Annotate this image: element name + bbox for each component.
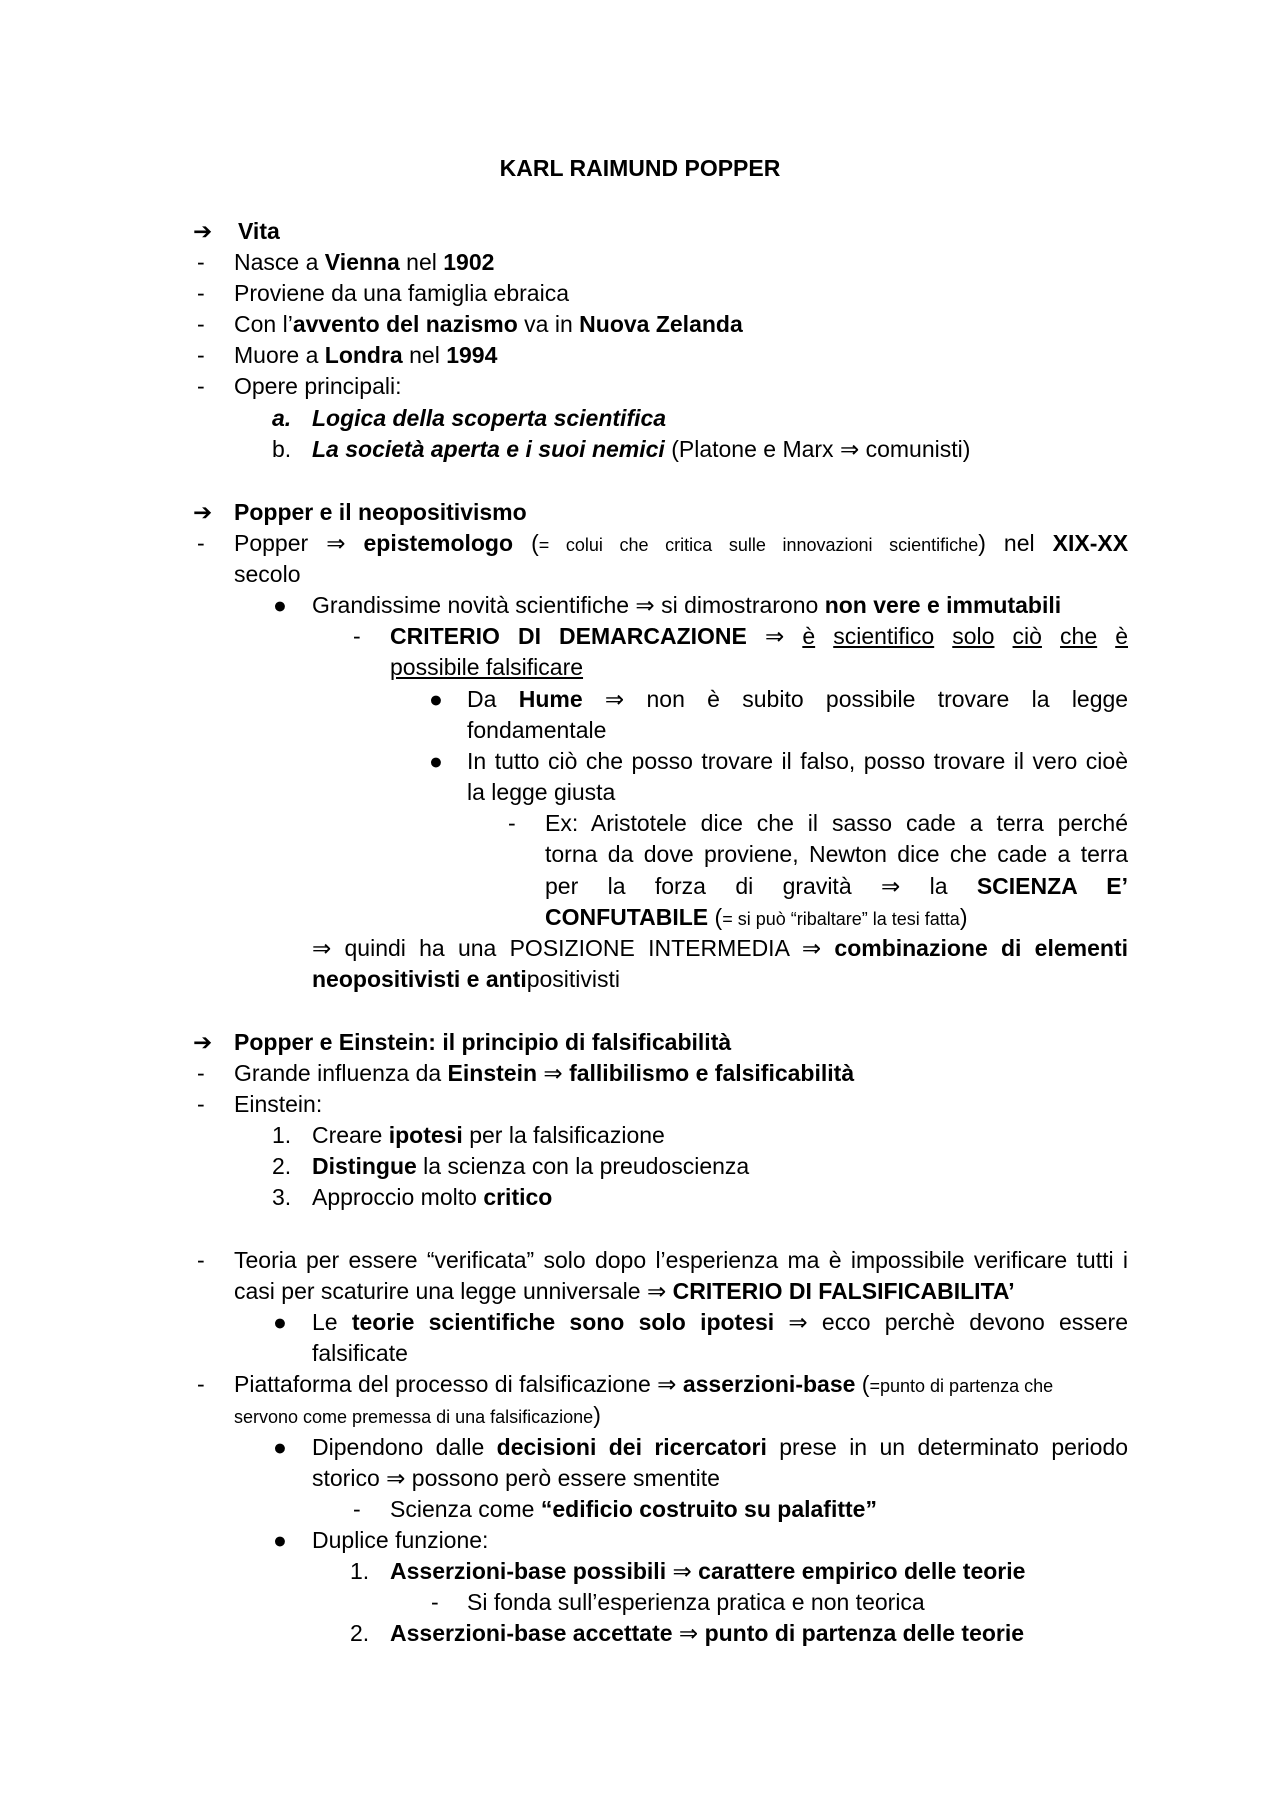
arrow-icon: ➔ <box>193 218 213 244</box>
bullet-icon: ● <box>429 686 443 712</box>
heading-text: Popper e Einstein: il principio di falsificabilità <box>234 1029 732 1055</box>
bullet-icon: ● <box>429 748 443 774</box>
heading-text: Popper e il neopositivismo <box>234 499 527 525</box>
arrow-icon: ➔ <box>193 1029 213 1055</box>
work-title: Logica della scoperta scientifica <box>312 405 667 431</box>
bullet-icon: ● <box>273 1434 287 1460</box>
page-title: KARL RAIMUND POPPER <box>499 155 781 181</box>
bullet-icon: ● <box>273 1527 287 1553</box>
bullet-icon: ● <box>273 1309 287 1335</box>
arrow-icon: ➔ <box>193 499 213 525</box>
work-title: La società aperta e i suoi nemici <box>312 436 665 462</box>
heading-text: Vita <box>238 218 280 244</box>
bullet-icon: ● <box>273 592 287 618</box>
document-page: KARL RAIMUND POPPER ➔ Vita - Nasce a Vienna nel 1902 - Proviene da una famiglia ebraica - Con l’avvento del nazismo va in Nuova Zelanda - Muore a Londra nel 1994 - Opere principali: a. Logica della scoperta scientifica b. La società aperta e i suoi nemici (Platone e Marx ⇒ comunisti) ➔ Popper e il neopositivismo - Popper ⇒ epistemologo (= colui che critica sulle innovazioni scientifiche) nel XIX-XX secolo ● Grandissime novità scientifiche ⇒ si dimostrarono non vere e immutabili - CRITERIO DI DEMARCAZIONE ⇒ è scientifico solo ciò che è possibile falsificare ● Da Hume ⇒ non è subito possibile trovare la legge fondamentale ● In tutto ciò che posso trovare il falso, posso trovare il vero cioè la legge giusta - Ex: Aristotele dice che il sasso cade a terra perché torna da dove proviene, Newton dice che cade a terra per la forza di gravità ⇒ la SCIENZA E’ CONFUTABILE (= si può “ribaltare” la tesi fatta) ⇒ quindi ha una POSIZIONE INTERMEDIA ⇒ combinazione di elementi neopositivisti e antipositivisti ➔ Popper e Einstein: il principio di falsificabilità - Grande influenza da Einstein ⇒ fallibilismo e falsificabilità - Einstein: 1. Creare ipotesi per la falsificazione 2. Distingue la scienza con la preudoscienza 3. Approccio molto critico - Teoria per essere “verificata” solo dopo l’esperienza ma è impossibile verificare tutti i casi per scaturire una legge unniversale ⇒ CRITERIO DI FALSIFICABILITA’ ● Le teorie scientifiche sono solo ipotesi ⇒ ecco perchè devono essere falsificate - Piattaforma del processo di falsificazione ⇒ asserzioni-base (=punto di partenza che servono come premessa di una falsificazione) ● Dipendono dalle decisioni dei ricercatori prese in un determinato periodo storico ⇒ possono però essere smentite - Scienza come “edificio costruito su palafitte” ● Duplice funzione: 1. Asserzioni-base possibili ⇒ carattere empirico delle teorie - Si fonda sull’esperienza pratica e non teorica 2. Asserzioni-base accettate ⇒ punto di partenza delle teorie <box>0 0 1280 1808</box>
